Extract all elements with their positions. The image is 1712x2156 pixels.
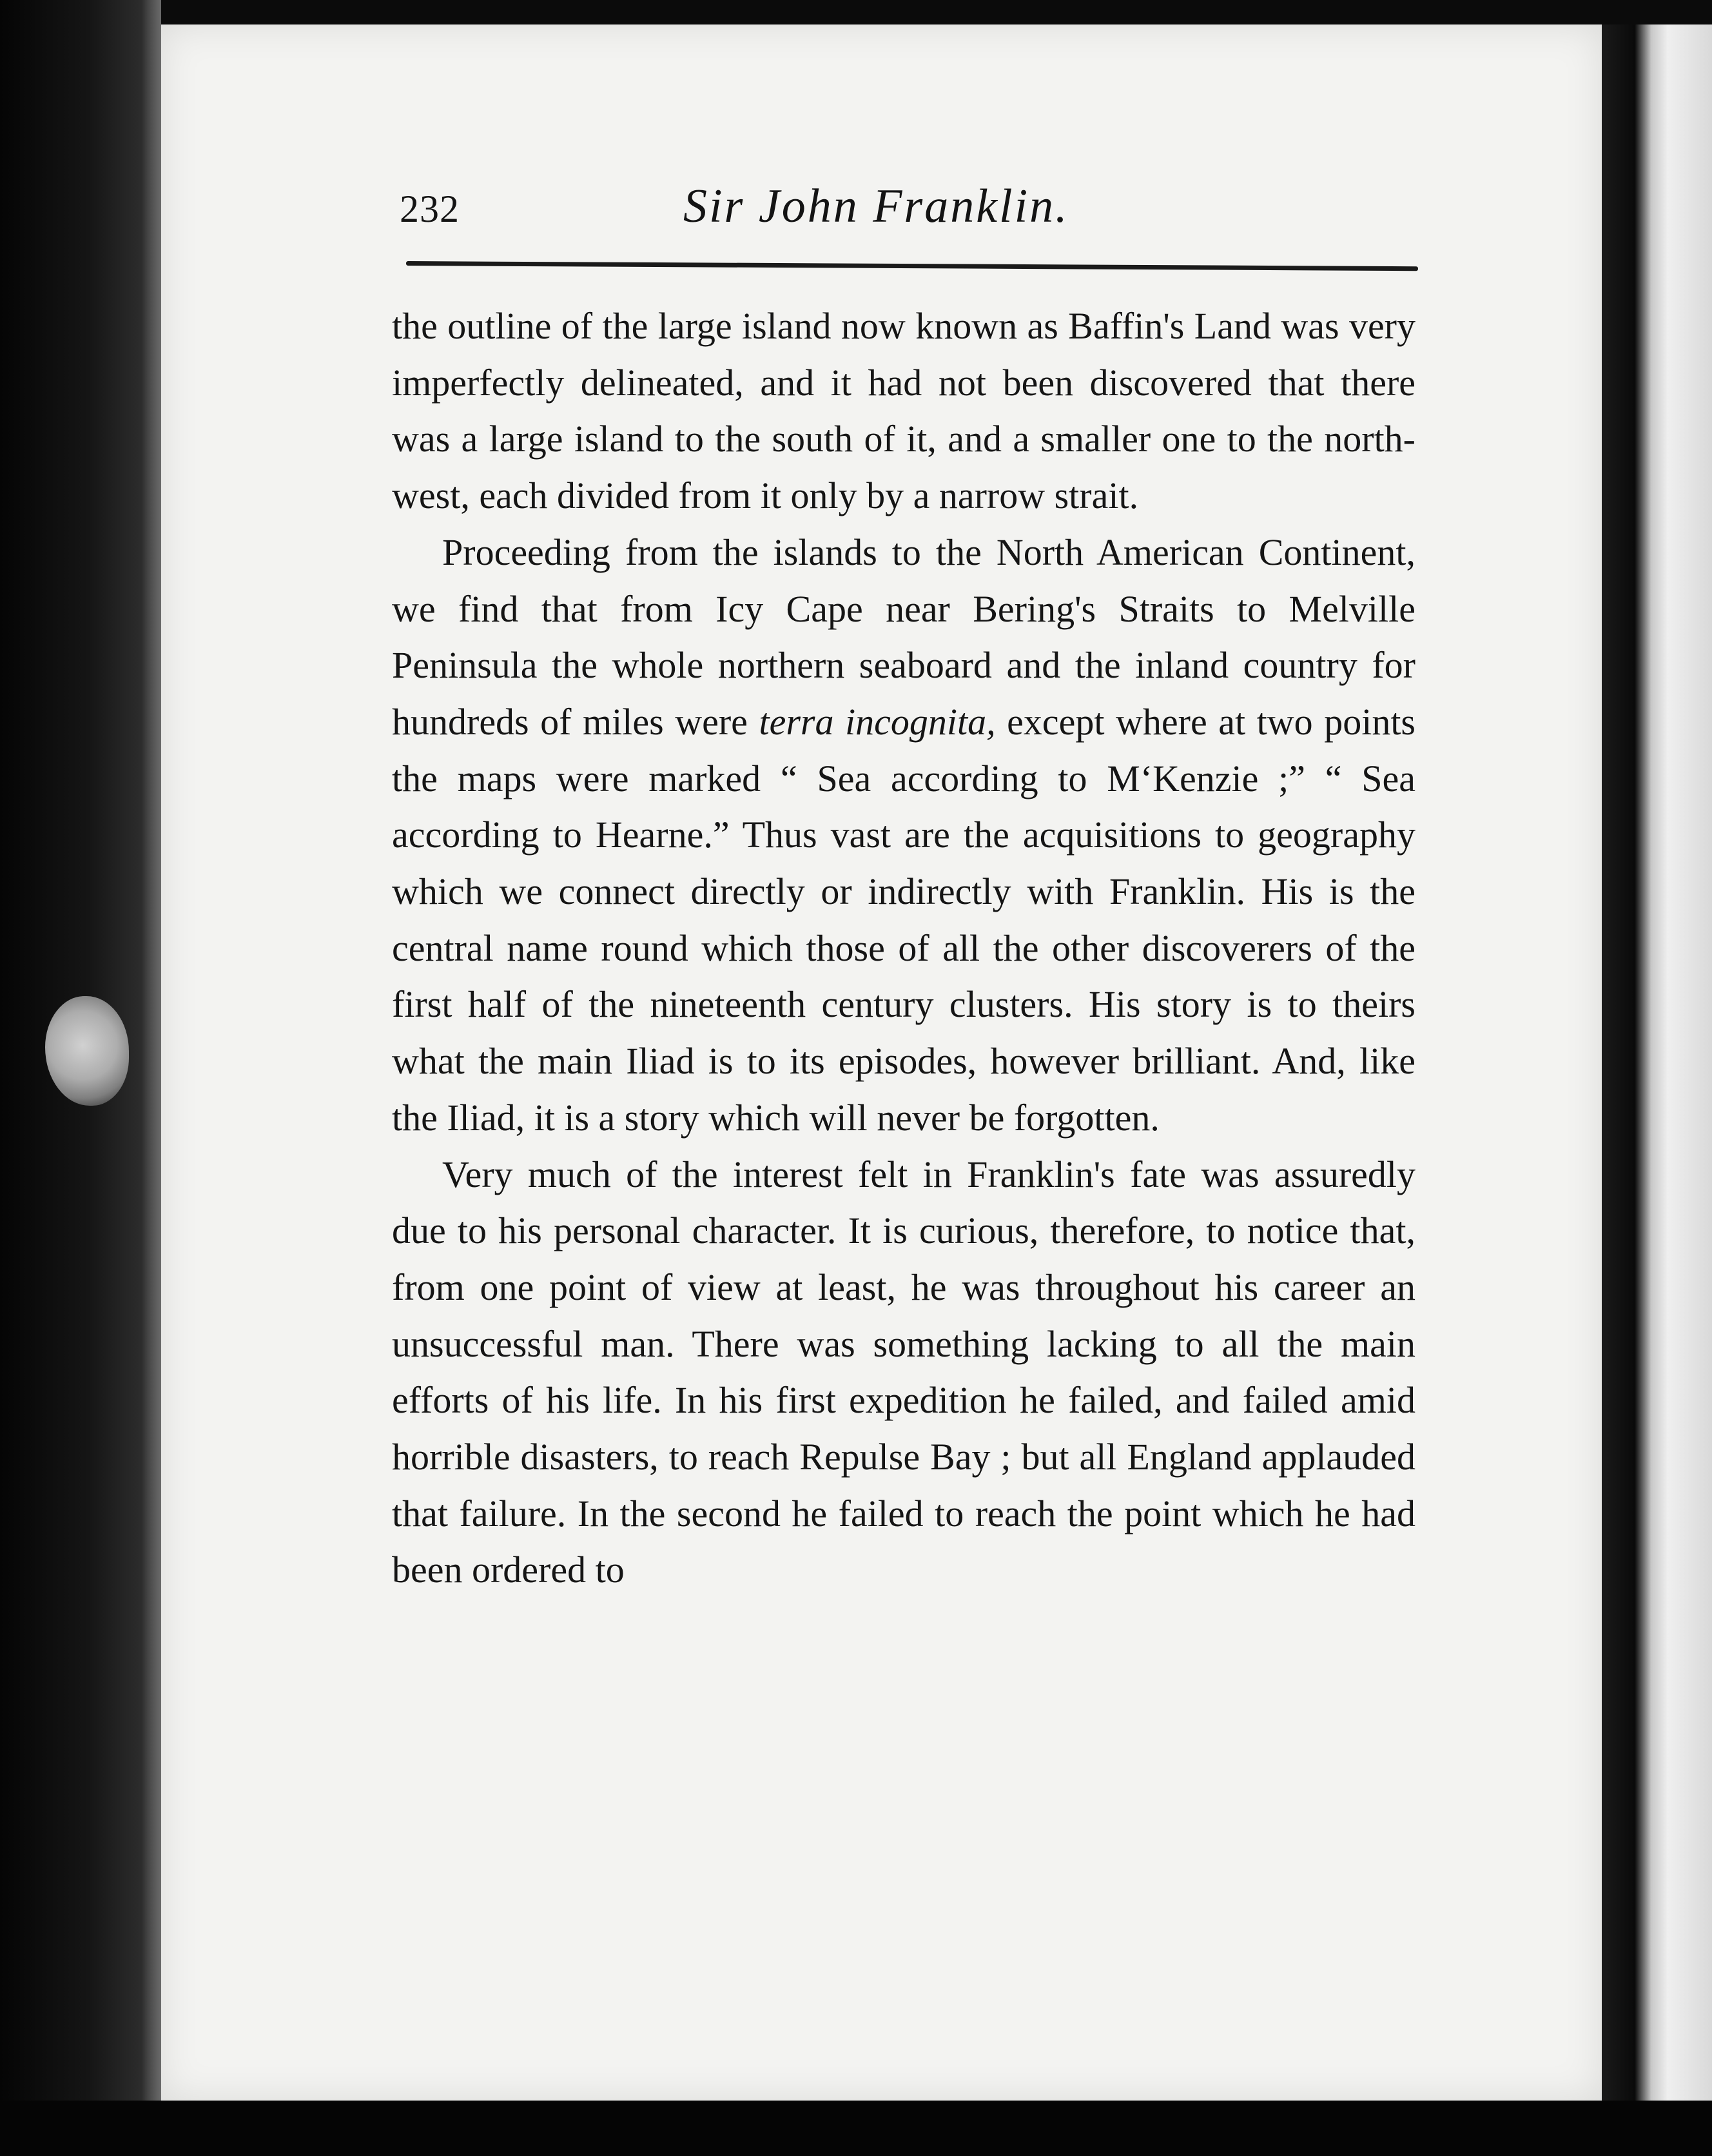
page-gutter-edge [1602, 24, 1712, 2101]
paragraph-3: Very much of the interest felt in Franklin's fate was assuredly due to his personal character. It is curious, therefore, to notice that, from one point of view at least, he was throughout his career an unsuccessful man. There was something lacking to all the main efforts of his life. In his first expedition he failed, and failed amid horrible disasters, to reach Repulse Bay ; but all England applauded that failure. In the second he failed to reach the point which he had been ordered to [392, 1153, 1415, 1591]
running-title: Sir John Franklin. [683, 180, 1069, 233]
page-number: 232 [400, 188, 460, 230]
scan-bottom-edge [0, 2101, 1712, 2156]
paragraph-1: the outline of the large island now known as Baffin's Land was very imperfectly delineated, and it had not been discovered that there was a large island to the south of it, and a smaller one to the north-west, each divided from it only by a narrow strait. [392, 305, 1415, 517]
body-text [392, 298, 1415, 1598]
paragraph-2-part-1: Proceeding from the islands to the North American Continent, we find that from Icy Cape near Bering's Straits to Melville Peninsula the whole northern seaboard and the inland country for hundreds of miles were [392, 531, 1415, 743]
paragraph-2-part-2: except where at two points the maps were marked “ Sea according to M‘Kenzie ;” “ Sea according to Hearne.” Thus vast are the acquisitions to geography which we connect directly or indirectly with Franklin. His is the central name round which those of all the other discoverers of the first half of the nineteenth century clusters. His story is to theirs what the main Iliad is to its episodes, however brilliant. And, like the Iliad, it is a story which will never be forgotten. [392, 700, 1416, 1139]
paragraph-2 [392, 524, 1415, 1146]
paragraph-2-italic-phrase: terra incognita, [759, 700, 996, 743]
